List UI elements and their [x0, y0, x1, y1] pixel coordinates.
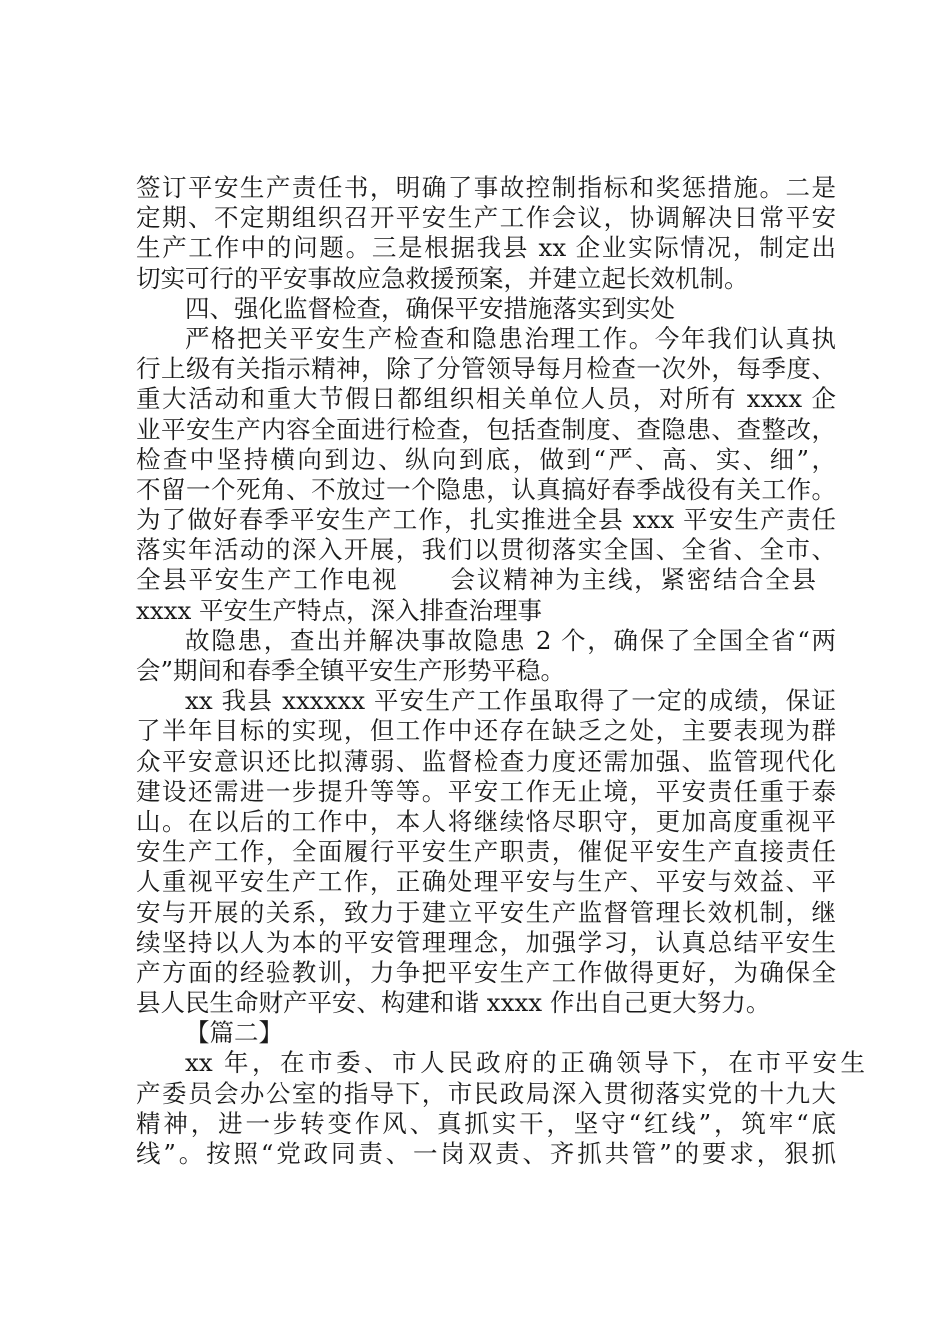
- text-line: 线”。按照“党政同责、一岗双责、齐抓共管”的要求，狠抓: [136, 1139, 836, 1168]
- text-line: 精神，进一步转变作风、真抓实干，坚守“红线”，筑牢“底: [136, 1108, 836, 1138]
- text-line: 产方面的经验教训，力争把平安生产工作做得更好，为确保全: [136, 957, 836, 987]
- text-line: 了半年目标的实现，但工作中还存在缺乏之处，主要表现为群: [136, 716, 836, 746]
- text-line: 落实年活动的深入开展，我们以贯彻落实全国、全省、全市、: [136, 535, 836, 565]
- section-heading: 【篇二】: [185, 1018, 283, 1048]
- text-line: 重大活动和重大节假日都组织相关单位人员，对所有 xxxx 企: [136, 384, 836, 414]
- section-heading: 四、强化监督检查，确保平安措施落实到实处: [185, 293, 675, 323]
- text-line: 签订平安生产责任书，明确了事故控制指标和奖惩措施。二是: [136, 173, 836, 202]
- text-line: xxxx 平安生产特点，深入排查治理事: [136, 595, 543, 625]
- text-line: 安与开展的关系，致力于建立平安生产监督管理长效机制，继: [136, 897, 836, 927]
- text-line: 建设还需进一步提升等等。平安工作无止境，平安责任重于泰: [136, 776, 836, 806]
- text-line: 会”期间和春季全镇平安生产形势平稳。: [136, 656, 566, 685]
- text-line: 生产工作中的问题。三是根据我县 xx 企业实际情况，制定出: [136, 233, 836, 263]
- text-line: 全县平安生产工作电视 会议精神为主线，紧密结合全县: [136, 565, 816, 595]
- text-line: 县人民生命财产平安、构建和谐 xxxx 作出自己更大努力。: [136, 988, 771, 1018]
- text-line: 检查中坚持横向到边、纵向到底，做到“严、高、实、细”，: [136, 444, 836, 474]
- text-line: 众平安意识还比拟薄弱、监督检查力度还需加强、监管现代化: [136, 746, 836, 776]
- text-line: xx 我县 xxxxxx 平安生产工作虽取得了一定的成绩，保证: [185, 686, 836, 716]
- document-body: [136, 173, 865, 1169]
- text-line: 为了做好春季平安生产工作，扎实推进全县 xxx 平安生产责任: [136, 505, 836, 535]
- text-line: 人重视平安生产工作，正确处理平安与生产、平安与效益、平: [136, 867, 836, 897]
- text-line: 安生产工作，全面履行平安生产职责，催促平安生产直接责任: [136, 837, 836, 867]
- text-line: xx 年，在市委、市人民政府的正确领导下，在市平安生: [185, 1048, 865, 1078]
- text-line: 故隐患，查出并解决事故隐患 2 个，确保了全国全省“两: [185, 625, 836, 655]
- text-line: 续坚持以人为本的平安管理理念，加强学习，认真总结平安生: [136, 927, 836, 957]
- text-line: 严格把关平安生产检查和隐患治理工作。今年我们认真执: [185, 323, 836, 353]
- text-line: 业平安生产内容全面进行检查，包括查制度、查隐患、查整改，: [136, 414, 836, 444]
- text-line: 定期、不定期组织召开平安生产工作会议，协调解决日常平安: [136, 203, 836, 233]
- text-line: 产委员会办公室的指导下，市民政局深入贯彻落实党的十九大: [136, 1078, 836, 1108]
- text-line: 切实可行的平安事故应急救援预案，并建立起长效机制。: [136, 263, 749, 293]
- text-line: 山。在以后的工作中，本人将继续恪尽职守，更加高度重视平: [136, 806, 836, 836]
- text-line: 不留一个死角、不放过一个隐患，认真搞好春季战役有关工作。: [136, 474, 836, 504]
- text-line: 行上级有关指示精神，除了分管领导每月检查一次外，每季度、: [136, 354, 836, 384]
